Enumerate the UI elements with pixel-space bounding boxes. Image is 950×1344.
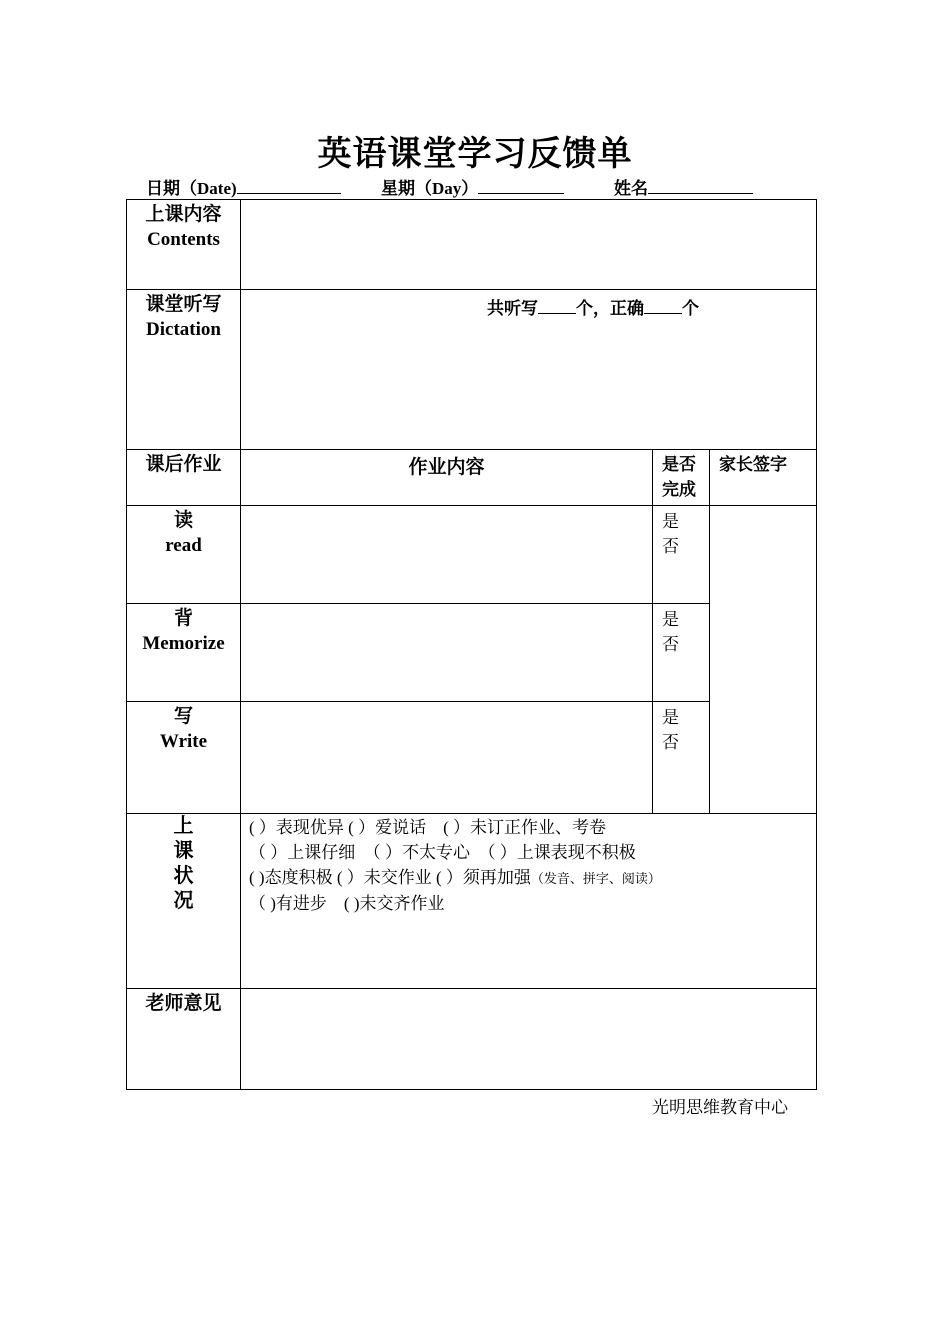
memorize-yes-option[interactable]: 是 [662,610,679,629]
status-line-3-note: （发音、拼字、阅读） [530,871,661,886]
contents-row [127,200,817,290]
homework-row-read [127,506,817,604]
read-content-field[interactable] [241,506,653,604]
name-field [614,174,753,199]
read-yes-option[interactable]: 是 [662,512,679,531]
organization-name: 光明思维教育中心 [652,1098,788,1117]
read-label: 读 read [127,506,241,604]
status-line-3[interactable]: ( )态度积极 ( ）未交作业 ( ）须再加强（发音、拼字、阅读） [249,868,661,887]
feedback-table [126,199,817,1090]
parent-signature-field[interactable] [710,506,817,814]
memorize-content-field[interactable] [241,604,653,702]
write-done-options[interactable] [653,702,710,814]
homework-header-row [127,450,817,506]
teacher-comment-label: 老师意见 [127,989,241,1090]
status-line-2[interactable]: （ ）上课仔细 （ ）不太专心 （ ）上课表现不积极 [249,843,636,862]
dictation-field[interactable] [241,290,817,450]
teacher-comment-field[interactable] [241,989,817,1090]
dictation-count-prefix: 共听写 [487,299,538,318]
day-field [381,174,564,199]
date-label: 日期（Date) [146,179,237,198]
date-blank[interactable] [237,176,341,194]
dictation-total-blank[interactable] [538,296,576,314]
contents-field[interactable] [241,200,817,290]
class-status-row [127,814,817,989]
done-header: 是否 完成 [653,450,710,506]
memorize-no-option[interactable]: 否 [662,635,679,654]
dictation-label: 课堂听写 Dictation [127,290,241,450]
write-content-field[interactable] [241,702,653,814]
dictation-count-suffix: 个 [682,299,699,318]
write-label: 写 Write [127,702,241,814]
read-no-option[interactable]: 否 [662,537,679,556]
homework-label: 课后作业 [127,450,241,506]
contents-label: 上课内容 Contents [127,200,241,290]
day-label: 星期（Day） [381,179,479,198]
dictation-row [127,290,817,450]
page-title: 英语课堂学习反馈单 [317,136,633,173]
signature-header: 家长签字 [710,450,817,506]
dictation-correct-blank[interactable] [644,296,682,314]
memorize-done-options[interactable] [653,604,710,702]
write-no-option[interactable]: 否 [662,733,679,752]
teacher-comment-row [127,989,817,1090]
memorize-label: 背 Memorize [127,604,241,702]
write-yes-option[interactable]: 是 [662,708,679,727]
name-blank[interactable] [648,176,753,194]
day-blank[interactable] [478,176,564,194]
name-label: 姓名 [614,179,648,198]
status-line-4[interactable]: （ )有进步 ( )未交齐作业 [249,894,445,913]
date-field [146,174,341,199]
class-status-options[interactable] [241,814,817,989]
read-done-options[interactable] [653,506,710,604]
dictation-count-mid: 个，正确 [576,299,644,318]
status-line-1[interactable]: ( ）表现优异 ( ）爱说话 ( ）未订正作业、考卷 [249,818,606,837]
class-status-label: 上 课 状 况 [127,814,241,989]
homework-content-header: 作业内容 [241,450,653,506]
